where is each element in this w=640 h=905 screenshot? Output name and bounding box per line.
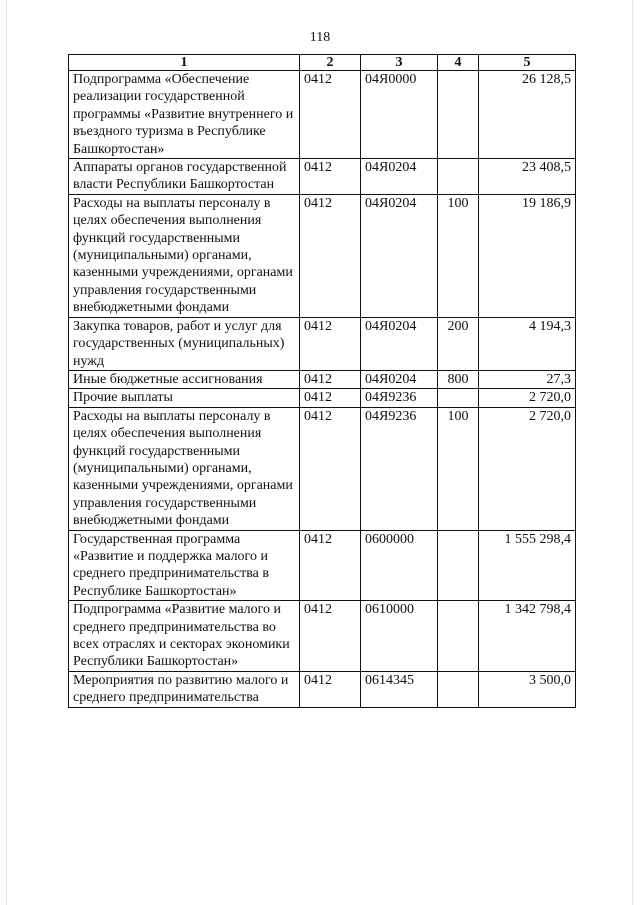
scan-edge-left	[6, 0, 7, 905]
row-amount: 2 720,0	[479, 389, 576, 407]
row-name: Прочие выплаты	[69, 389, 300, 407]
page-number: 118	[309, 30, 331, 45]
row-name: Мероприятия по развитию малого и среднего предпринимательства	[69, 671, 300, 707]
table-body	[69, 71, 576, 708]
row-target-article: 04Я0000	[361, 71, 438, 159]
scan-edge-right	[632, 0, 633, 905]
row-section: 0412	[300, 530, 361, 601]
row-amount: 1 555 298,4	[479, 530, 576, 601]
row-name: Расходы на выплаты персоналу в целях обеспечения выполнения функций государственными (муниципальными) органами, казенными учреждениями, органами управления государственными внебюджетными фондами	[69, 194, 300, 317]
row-section: 0412	[300, 194, 361, 317]
row-name: Иные бюджетные ассигнования	[69, 370, 300, 388]
row-section: 0412	[300, 389, 361, 407]
row-target-article: 04Я9236	[361, 389, 438, 407]
row-amount: 26 128,5	[479, 71, 576, 159]
table-row	[69, 194, 576, 317]
table-row	[69, 601, 576, 672]
header-col-3: 3	[361, 55, 438, 71]
header-col-4: 4	[438, 55, 479, 71]
row-expense-type	[438, 159, 479, 195]
row-section: 0412	[300, 317, 361, 370]
row-section: 0412	[300, 71, 361, 159]
row-target-article: 0614345	[361, 671, 438, 707]
row-expense-type	[438, 671, 479, 707]
table-row	[69, 407, 576, 530]
row-expense-type	[438, 389, 479, 407]
row-section: 0412	[300, 407, 361, 530]
header-col-1: 1	[69, 55, 300, 71]
table-row	[69, 530, 576, 601]
row-amount: 27,3	[479, 370, 576, 388]
table-header	[69, 55, 576, 71]
row-expense-type: 100	[438, 407, 479, 530]
row-name: Государственная программа «Развитие и поддержка малого и среднего предпринимательства в Республике Башкортостан»	[69, 530, 300, 601]
row-target-article: 0610000	[361, 601, 438, 672]
row-target-article: 04Я0204	[361, 159, 438, 195]
header-col-2: 2	[300, 55, 361, 71]
table-row	[69, 389, 576, 407]
row-name: Подпрограмма «Развитие малого и среднего предпринимательства во всех отраслях и секторах экономики Республики Башкортостан»	[69, 601, 300, 672]
row-amount: 23 408,5	[479, 159, 576, 195]
row-section: 0412	[300, 601, 361, 672]
header-row	[69, 55, 576, 71]
row-amount: 19 186,9	[479, 194, 576, 317]
table-row	[69, 671, 576, 707]
row-expense-type: 100	[438, 194, 479, 317]
row-name: Подпрограмма «Обеспечение реализации государственной программы «Развитие внутреннего и въездного туризма в Республике Башкортостан»	[69, 71, 300, 159]
table-row	[69, 159, 576, 195]
table-row	[69, 370, 576, 388]
table-row	[69, 71, 576, 159]
row-name: Закупка товаров, работ и услуг для государственных (муниципальных) нужд	[69, 317, 300, 370]
row-target-article: 04Я0204	[361, 194, 438, 317]
row-name: Расходы на выплаты персоналу в целях обеспечения выполнения функций государственными (муниципальными) органами, казенными учреждениями, органами управления государственными внебюджетными фондами	[69, 407, 300, 530]
row-expense-type: 800	[438, 370, 479, 388]
table-row	[69, 317, 576, 370]
row-expense-type: 200	[438, 317, 479, 370]
row-expense-type	[438, 601, 479, 672]
row-expense-type	[438, 71, 479, 159]
row-target-article: 04Я0204	[361, 317, 438, 370]
row-section: 0412	[300, 159, 361, 195]
row-target-article: 04Я0204	[361, 370, 438, 388]
row-amount: 2 720,0	[479, 407, 576, 530]
row-amount: 3 500,0	[479, 671, 576, 707]
row-expense-type	[438, 530, 479, 601]
row-amount: 4 194,3	[479, 317, 576, 370]
row-amount: 1 342 798,4	[479, 601, 576, 672]
budget-table	[68, 54, 576, 708]
row-target-article: 04Я9236	[361, 407, 438, 530]
row-section: 0412	[300, 671, 361, 707]
row-target-article: 0600000	[361, 530, 438, 601]
row-name: Аппараты органов государственной власти Республики Башкортостан	[69, 159, 300, 195]
row-section: 0412	[300, 370, 361, 388]
header-col-5: 5	[479, 55, 576, 71]
